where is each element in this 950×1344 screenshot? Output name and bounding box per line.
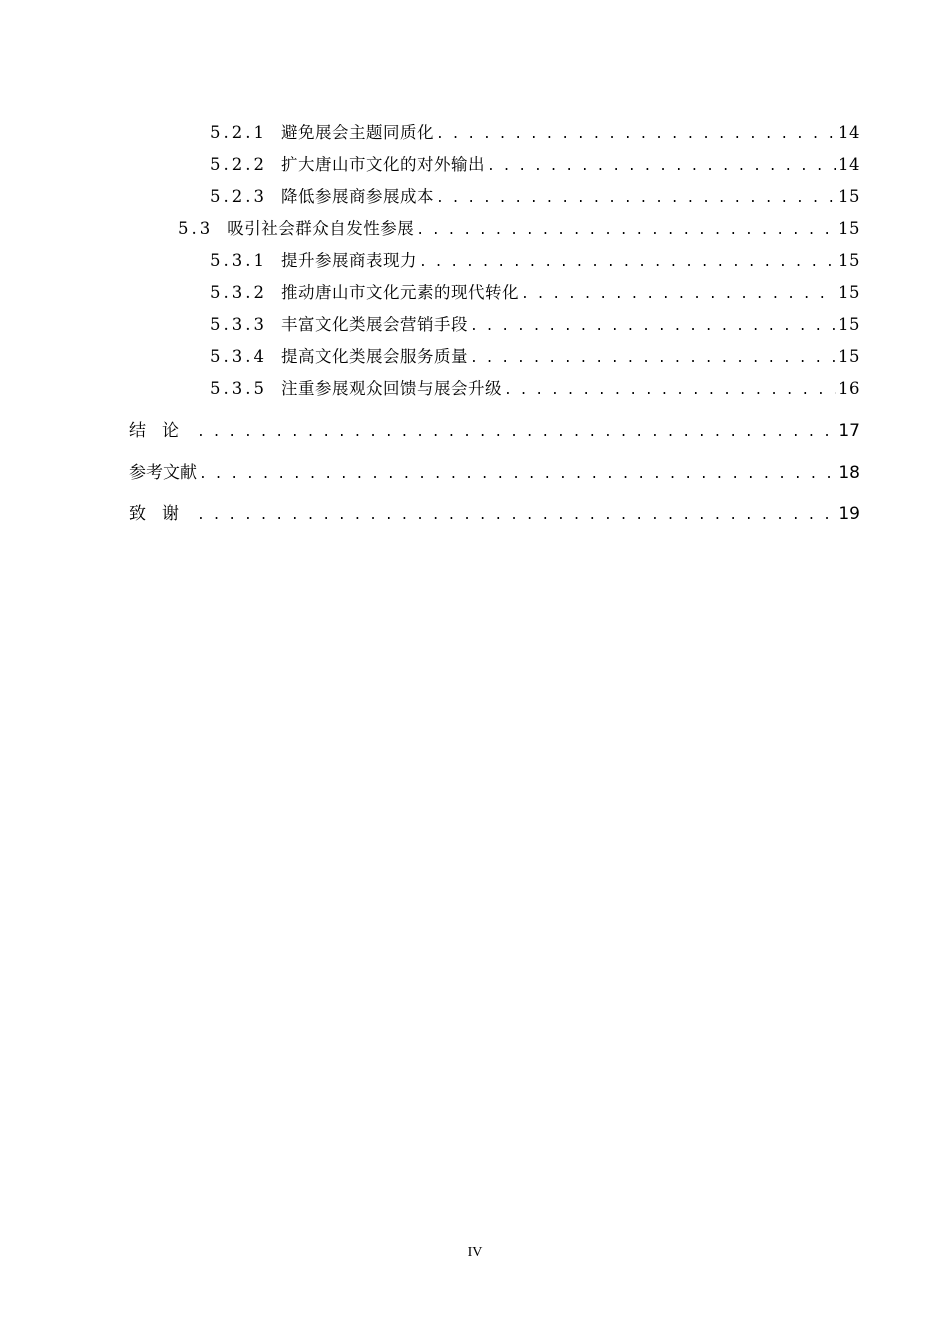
toc-entry-references[interactable]: [129, 458, 860, 483]
toc-entry-title: 提高文化类展会服务质量: [280, 347, 468, 366]
toc-entry-page: 15: [838, 315, 860, 334]
toc-entry-title: 结论: [129, 421, 195, 441]
toc-entry[interactable]: [178, 215, 860, 239]
toc-entry-page: 19: [838, 504, 860, 524]
toc-entry[interactable]: [210, 183, 860, 207]
toc-entry-page: 15: [838, 347, 860, 366]
toc-entry[interactable]: [210, 311, 860, 335]
toc-entry-title: 吸引社会群众自发性参展: [227, 219, 415, 238]
toc-entry-number: 5.3: [178, 219, 214, 238]
toc-entry-number: 5.3.5: [210, 379, 267, 398]
toc-leader-dots: [197, 508, 836, 523]
toc-leader-dots: [470, 319, 836, 334]
toc-leader-dots: [470, 351, 836, 366]
toc-leader-dots: [504, 383, 836, 398]
toc-entry-title: 参考文献: [129, 463, 197, 483]
toc-entry-page: 15: [838, 219, 860, 238]
toc-entry-page: 15: [838, 283, 860, 302]
toc-entry-page: 14: [838, 155, 860, 174]
toc-entry-title: 推动唐山市文化元素的现代转化: [280, 283, 519, 302]
toc-entry-page: 17: [838, 421, 860, 441]
toc-entry-number: 5.2.1: [210, 123, 267, 142]
toc-entry-page: 14: [838, 123, 860, 142]
toc-entry-number: 5.3.3: [210, 315, 267, 334]
toc-leader-dots: [436, 127, 836, 142]
toc-entry-title: 致谢: [129, 504, 195, 524]
toc-entry-title: 丰富文化类展会营销手段: [280, 315, 468, 334]
toc-entry[interactable]: [210, 375, 860, 399]
toc-leader-dots: [521, 287, 836, 302]
toc-entry-number: 5.2.3: [210, 187, 267, 206]
toc-entry-number: 5.3.4: [210, 347, 267, 366]
toc-entry-conclusion[interactable]: [129, 416, 860, 441]
toc-entry-title: 扩大唐山市文化的对外输出: [280, 155, 485, 174]
toc-entry-title: 降低参展商参展成本: [280, 187, 434, 206]
toc-leader-dots: [436, 191, 836, 206]
toc-entry-number: 5.3.1: [210, 251, 267, 270]
toc-entry[interactable]: [210, 151, 860, 175]
toc-entry-page: 18: [838, 463, 860, 483]
toc-entry-page: 16: [838, 379, 860, 398]
toc-leader-dots: [487, 159, 836, 174]
toc-entry[interactable]: [210, 119, 860, 143]
toc-entry-title: 提升参展商表现力: [280, 251, 417, 270]
toc-entry[interactable]: [210, 247, 860, 271]
toc-leader-dots: [197, 425, 836, 440]
toc-entry[interactable]: [210, 279, 860, 303]
toc-entry-page: 15: [838, 187, 860, 206]
toc-entry-title: 注重参展观众回馈与展会升级: [280, 379, 502, 398]
toc-leader-dots: [416, 223, 836, 238]
toc-leader-dots: [419, 255, 836, 270]
page-number-footer: IV: [467, 1245, 483, 1260]
toc-leader-dots: [199, 467, 836, 482]
toc-entry-title: 避免展会主题同质化: [280, 123, 434, 142]
toc-entry[interactable]: [210, 343, 860, 367]
toc-entry-number: 5.2.2: [210, 155, 267, 174]
toc-entry-acknowledgements[interactable]: [129, 499, 860, 524]
toc-entry-number: 5.3.2: [210, 283, 267, 302]
toc-entry-page: 15: [838, 251, 860, 270]
